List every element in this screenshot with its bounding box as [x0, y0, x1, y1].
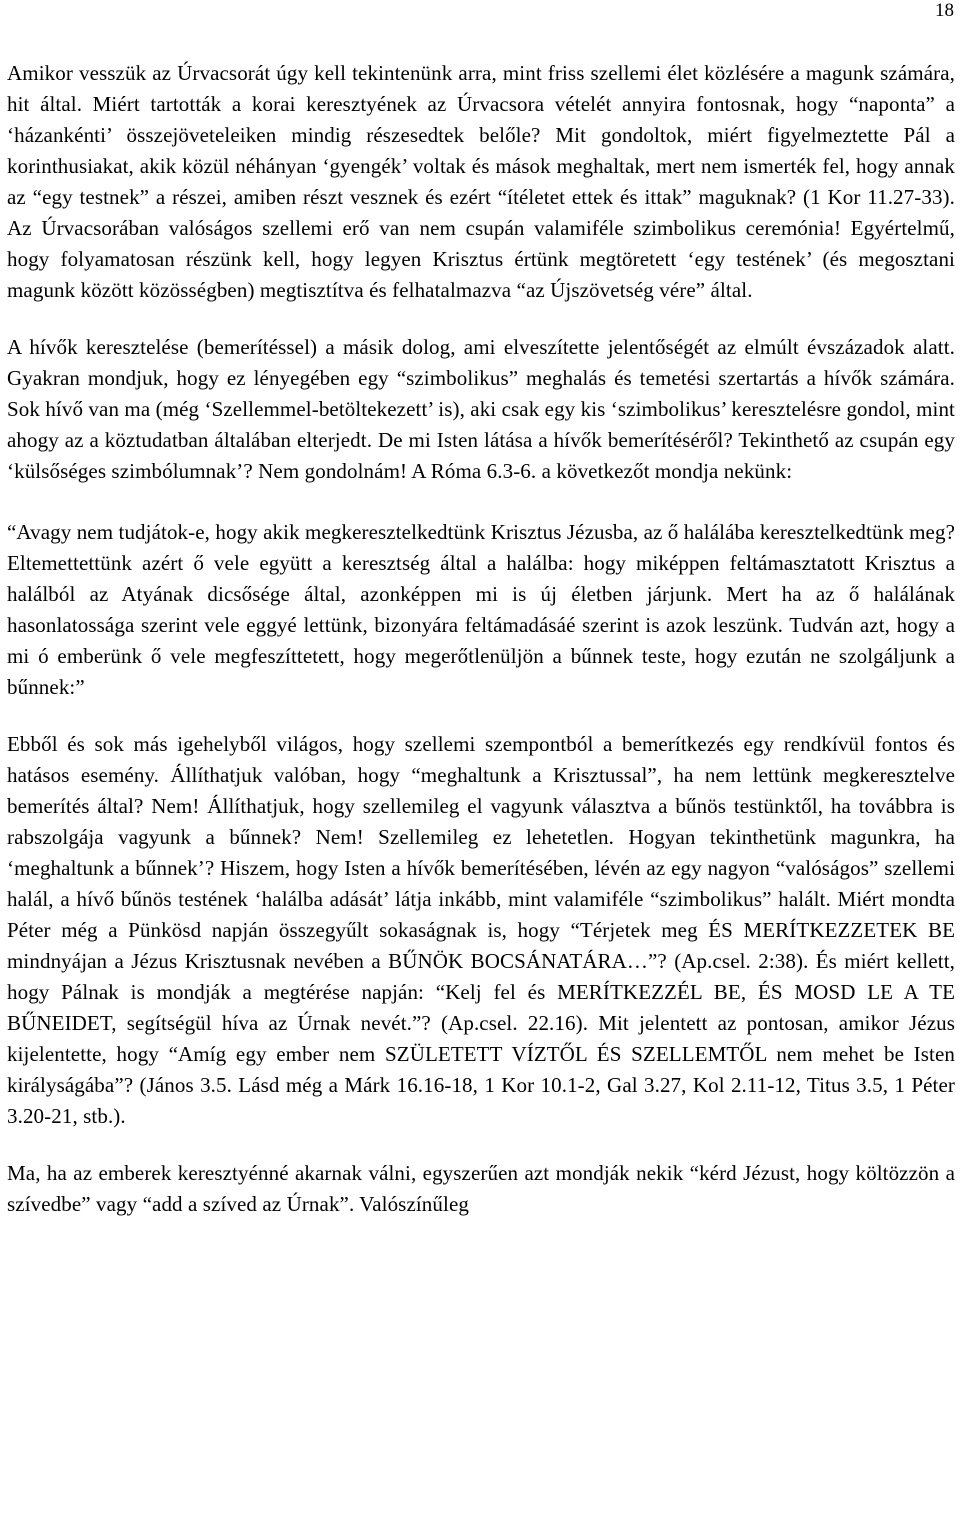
paragraph-baptism-significance: Ebből és sok más igehelyből világos, hogy szellemi szempontból a bemerítkezés egy rendkívül fontos és hatásos esemény. Állíthatjuk valóban, hogy “meghaltunk a Krisztussal”, ha nem lettünk megkeresztelve bemerítés által? Nem! Állíthatjuk, hogy szellemileg el vagyunk választva a bűnös testünktől, ha továbbra is rabszolgája vagyunk a bűnnek? Nem! Szellemileg ez lehetetlen. Hogyan tekinthetünk magunkra, ha ‘meghaltunk a bűnnek’? Hiszem, hogy Isten a hívők bemerítésében, lévén az egy nagyon “valóságos” szellemi halál, a hívő bűnös testének ‘halálba adását’ látja inkább, mint valamiféle “szimbolikus” halált. Miért mondta Péter még a Pünkösd napján összegyűlt sokaságnak is, hogy “Térjetek meg ÉS MERÍTKEZZETEK BE mindnyájan a Jézus Krisztusnak nevében a BŰNÖK BOCSÁNATÁRA…”? (Ap.csel. 2:38). És miért kellett, hogy Pálnak is mondják a megtérése napján: “Kelj fel és MERÍTKEZZÉL BE, ÉS MOSD LE A TE BŰNEIDET, segítségül híva az Úrnak nevét.”? (Ap.csel. 22.16). Mit jelentett az pontosan, amikor Jézus kijelentette, hogy “Amíg egy ember nem SZÜLETETT VÍZTŐL ÉS SZELLEMTŐL nem mehet be Isten királyságába”? (János 3.5. Lásd még a Márk 16.16-18, 1 Kor 10.1-2, Gal 3.27, Kol 2.11-12, Titus 3.5, 1 Péter 3.20-21, stb.). — [7, 732, 955, 1128]
paragraph-conclusion: Ma, ha az emberek keresztyénné akarnak válni, egyszerűen azt mondják nekik “kérd Jézust, hogy költözzön a szívedbe” vagy “add a szíved az Úrnak”. Valószínűleg — [7, 1161, 955, 1216]
paragraph-romans-quote: “Avagy nem tudjátok-e, hogy akik megkeresztelkedtünk Krisztus Jézusba, az ő halálába keresztelkedtünk meg? Eltemettettünk azért ő vele együtt a keresztség által a halálba: hogy miképpen feltámasztatott Krisztus a halálból az Atyának dicsősége által, azonképpen mi is új életben járjunk. Mert ha az ő halálának hasonlatossága szerint vele eggyé lettünk, bizonyára feltámadásáé szerint is azok leszünk. Tudván azt, hogy a mi ó emberünk ő vele megfeszíttetett, hogy megerőtlenüljön a bűnnek teste, hogy ezután ne szolgáljunk a bűnnek:” — [7, 520, 955, 699]
paragraph-communion: Amikor vesszük az Úrvacsorát úgy kell tekintenünk arra, mint friss szellemi élet közlésére a magunk számára, hit által. Miért tartották a korai keresztyének az Úrvacsora vételét annyira fontosnak, hogy “naponta” a ‘házankénti’ összejöveteleiken mindig részesedtek belőle? Mit gondoltok, miért figyelmeztette Pál a korinthusiakat, akik közül néhányan ‘gyengék’ voltak és mások meghaltak, mert nem ismerték fel, hogy annak az “egy testnek” a részei, amiben részt vesznek és ezért “ítéletet ettek és ittak” maguknak? (1 Kor 11.27-33). Az Úrvacsorában valóságos szellemi erő van nem csupán valamiféle szimbolikus ceremónia! Egyértelmű, hogy folyamatosan részünk kell, hogy legyen Krisztus értünk megtöretett ‘egy testének’ (és megosztani magunk között közösségben) megtisztítva és felhatalmazva “az Újszövetség vére” által. — [7, 61, 955, 302]
paragraph-baptism-intro: A hívők keresztelése (bemerítéssel) a másik dolog, ami elveszítette jelentőségét az elmúlt évszázadok alatt. Gyakran mondjuk, hogy ez lényegében egy “szimbolikus” meghalás és temetési szertartás a hívők számára. Sok hívő van ma (még ‘Szellemmel-betöltekezett’ is), aki csak egy kis ‘szimbolikus’ keresztelésre gondol, mint ahogy az a köztudatban általában elterjedt. De mi Isten látása a hívők bemerítéséről? Tekinthető az csupán egy ‘külsőséges szimbólumnak’? Nem gondolnám! A Róma 6.3-6. a következőt mondja nekünk: — [7, 335, 955, 483]
document-body — [7, 58, 955, 1220]
page-number: 18 — [935, 0, 954, 21]
